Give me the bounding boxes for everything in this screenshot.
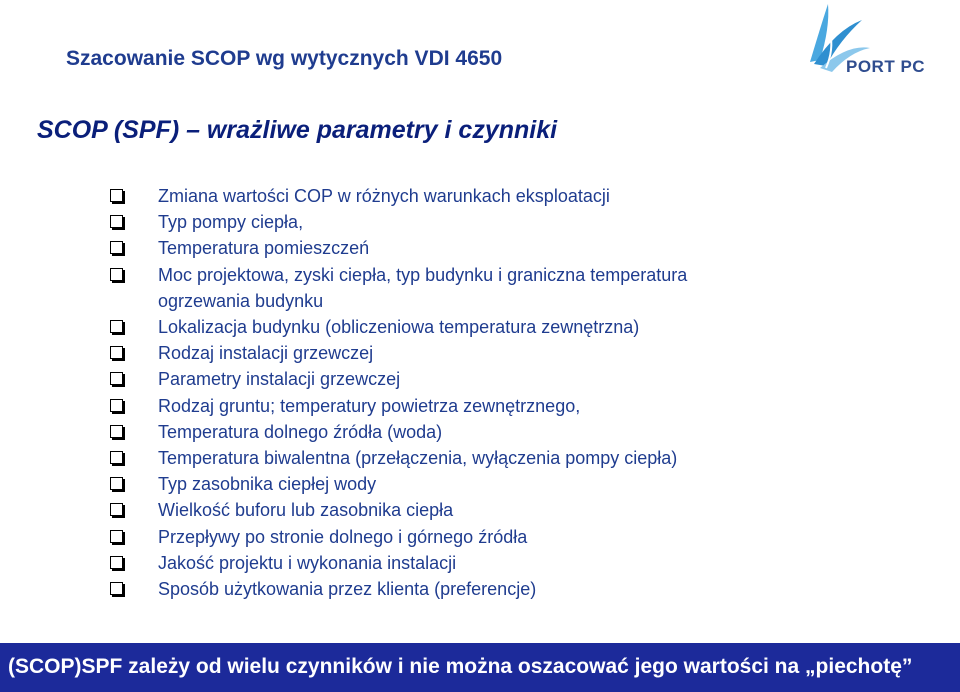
checkbox-bullet-icon (110, 189, 123, 202)
list-item (108, 235, 808, 261)
checkbox-bullet-icon (110, 582, 123, 595)
checkbox-bullet-icon (110, 372, 123, 385)
port-pc-logo (770, 2, 960, 92)
checkbox-bullet-icon (110, 477, 123, 490)
bullet-text: Moc projektowa, zyski ciepła, typ budynku i graniczna temperatura ogrzewania budynku (158, 264, 688, 311)
checkbox-bullet-icon (110, 451, 123, 464)
header-title: Szacowanie SCOP wg wytycznych VDI 4650 (66, 47, 503, 70)
bullet-text: Typ zasobnika ciepłej wody (158, 474, 377, 495)
checkbox-bullet-icon (110, 346, 123, 359)
bullet-text: Temperatura dolnego źródła (woda) (158, 421, 443, 442)
bullet-text: Typ pompy ciepła, (158, 212, 304, 233)
checkbox-bullet-icon (110, 215, 123, 228)
list-item (108, 366, 808, 392)
logo-text: PORT PC (846, 57, 926, 76)
checkbox-bullet-icon (110, 503, 123, 516)
bullet-list (108, 183, 808, 602)
footer-text: (SCOP)SPF zależy od wielu czynników i nie można oszacować jego wartości na „piechotę” (8, 655, 913, 678)
checkbox-bullet-icon (110, 556, 123, 569)
bullet-text: Temperatura pomieszczeń (158, 238, 370, 259)
checkbox-bullet-icon (110, 268, 123, 281)
bullet-text: Wielkość buforu lub zasobnika ciepła (158, 500, 454, 521)
bullet-text: Temperatura biwalentna (przełączenia, wyłączenia pompy ciepła) (158, 448, 678, 469)
bullet-text: Sposób użytkowania przez klienta (preferencje) (158, 579, 537, 600)
bullet-text: Zmiana wartości COP w różnych warunkach eksploatacji (158, 186, 610, 206)
list-item (108, 419, 808, 445)
list-item (108, 262, 808, 314)
footer-bar (0, 643, 960, 692)
bullet-text: Rodzaj instalacji grzewczej (158, 343, 374, 364)
bullet-text: Parametry instalacji grzewczej (158, 369, 401, 390)
checkbox-bullet-icon (110, 399, 123, 412)
logo-swoosh-icon (770, 2, 960, 92)
checkbox-bullet-icon (110, 241, 123, 254)
slide-title: SCOP (SPF) – wrażliwe parametry i czynniki (37, 116, 558, 144)
bullet-text: Rodzaj gruntu; temperatury powietrza zewnętrznego, (158, 395, 581, 416)
list-item (108, 340, 808, 366)
list-item (108, 209, 808, 235)
checkbox-bullet-icon (110, 425, 123, 438)
list-item (108, 445, 808, 471)
list-item (108, 314, 808, 340)
checkbox-bullet-icon (110, 530, 123, 543)
bullet-text: Lokalizacja budynku (obliczeniowa temperatura zewnętrzna) (158, 317, 640, 338)
list-item (108, 576, 808, 602)
list-item (108, 550, 808, 576)
list-item (108, 393, 808, 419)
list-item (108, 497, 808, 523)
bullet-text: Jakość projektu i wykonania instalacji (158, 552, 457, 573)
list-item (108, 524, 808, 550)
list-item (108, 183, 808, 209)
list-item (108, 471, 808, 497)
bullet-text: Przepływy po stronie dolnego i górnego źródła (158, 526, 528, 547)
checkbox-bullet-icon (110, 320, 123, 333)
